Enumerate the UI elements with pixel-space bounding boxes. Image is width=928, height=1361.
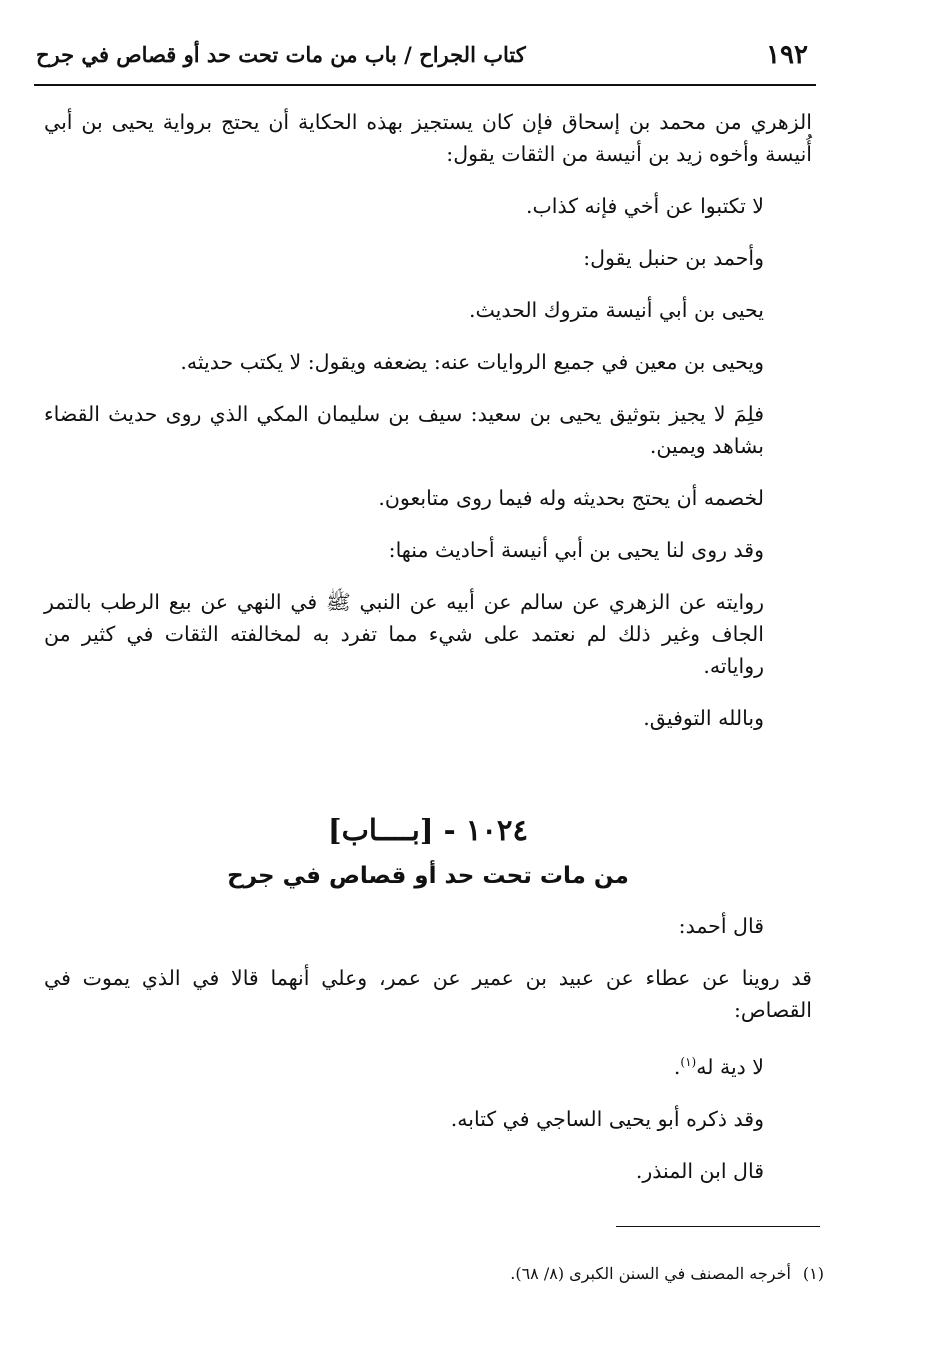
running-head: كتاب الجراح / باب من مات تحت حد أو قصاص في جرح [36,42,526,67]
paragraph: وأحمد بن حنبل يقول: [583,246,764,270]
chapter-number: ١٠٢٤ - [بــــاب] [327,813,529,847]
paragraph: فلِمَ لا يجيز بتوثيق يحيى بن سعيد: سيف بن سليمان المكي الذي روى حديث القضاء بشاهد ويمين. [44,402,764,458]
paragraph-end: . [673,1054,681,1079]
paragraph-with-footnote [44,1046,812,1083]
paragraph: الزهري من محمد بن إسحاق فإن كان يستجيز بهذه الحكاية أن يحتج برواية يحيى بن أبي أُنيسة وأخوه زيد بن أنيسة من الثقات يقول: [44,110,812,166]
paragraph: قال ابن المنذر. [635,1158,764,1183]
footnote-rule [616,1226,820,1227]
footnote-text: أخرجه المصنف في السنن الكبرى (٨/ ٦٨). [510,1264,791,1283]
paragraph: وقد روى لنا يحيى بن أبي أنيسة أحاديث منها: [388,538,764,562]
section-text [44,910,812,1207]
paragraph: قال أحمد: [678,914,764,938]
footnote-number: (١) [802,1264,824,1283]
footnote-marker: (١) [680,1055,697,1069]
paragraph: وقد ذكره أبو يحيى الساجي في كتابه. [450,1106,764,1131]
paragraph: وبالله التوفيق. [643,706,764,730]
paragraph: لا تكتبوا عن أخي فإنه كذاب. [525,194,764,218]
paragraph: لخصمه أن يحتج بحديثه وله فيما روى متابعون. [378,486,764,510]
chapter-heading [44,810,812,894]
paragraph: روايته عن الزهري عن سالم عن أبيه عن النبي ﷺ في النهي عن بيع الرطب بالتمر الجاف وغير ذلك لم نعتمد على شيء مما تفرد به لمخالفته الثقات في كثير من رواياته. [44,590,764,678]
paragraph: ويحيى بن معين في جميع الروايات عنه: يضعفه ويقول: لا يكتب حديثه. [180,350,764,374]
paragraph-text: لا دية له [696,1054,764,1079]
header-rule [34,84,816,86]
page-number: ١٩٢ [766,40,808,70]
chapter-title: من مات تحت حد أو قصاص في جرح [227,863,629,889]
paragraph: يحيى بن أبي أنيسة متروك الحديث. [468,298,764,322]
footnote [124,1262,824,1286]
page-header [36,40,814,80]
main-text [44,106,812,754]
paragraph: قد روينا عن عطاء عن عبيد بن عمير عن عمر، وعلي أنهما قالا في الذي يموت في القصاص: [44,966,812,1022]
